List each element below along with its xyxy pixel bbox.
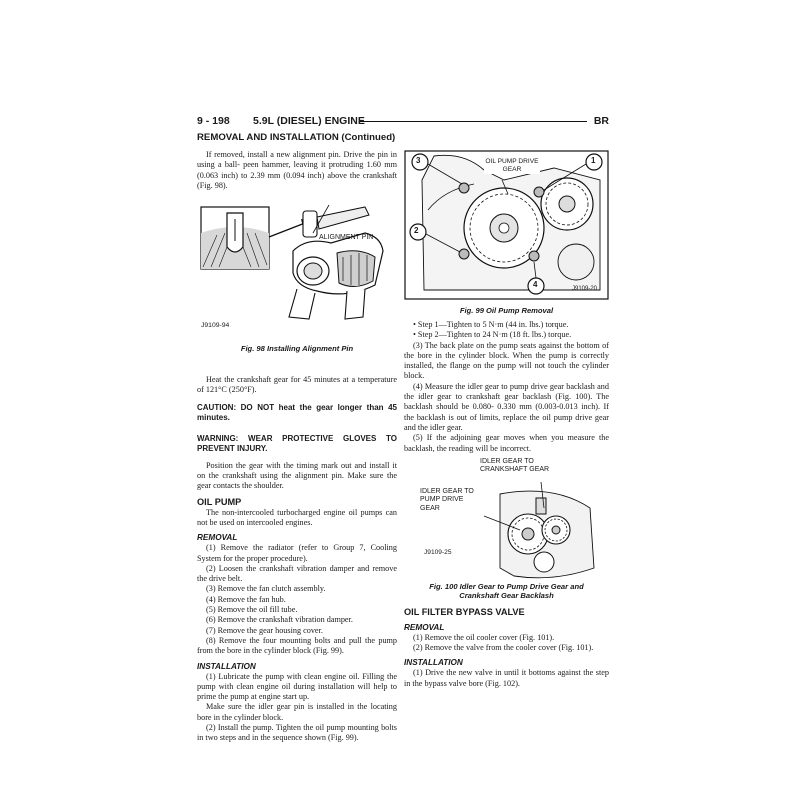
removal-step: (7) Remove the gear housing cover.: [206, 625, 323, 635]
removal-step: (5) Remove the oil fill tube.: [206, 605, 298, 615]
bypass-removal-step: (2) Remove the valve from the cooler cover (Fig. 101).: [413, 643, 594, 653]
bypass-installation-step: (1) Drive the new valve in until it bottoms against the step in the bypass valve bore (Fig. 102).: [404, 668, 609, 688]
oil-pump-heading: OIL PUMP: [197, 496, 242, 507]
fig98-label-text: [319, 233, 389, 243]
idler-gear: [541, 178, 593, 230]
header-rule: [360, 121, 587, 122]
fig99-label: OIL PUMP DRIVE GEAR: [485, 158, 539, 173]
fig100-caption: [404, 582, 609, 600]
callout-2: 2: [414, 226, 419, 235]
fig100-illustration: [404, 458, 609, 584]
fig100-label-top: IDLER GEAR TO CRANKSHAFT GEAR: [480, 457, 550, 474]
callout-4: 4: [533, 280, 538, 289]
removal-step: (1) Remove the radiator (refer to Group 7, Cooling System for the proper procedure).: [197, 543, 397, 563]
model-code: BR: [593, 115, 609, 127]
installation-step: (1) Lubricate the pump with clean engine oil. Filling the pump with clean engine oil during installation will help to prime the pump at engine start up.: [197, 671, 397, 702]
fig98-id-text: J9109-94: [201, 322, 230, 330]
para-5: (5) If the adjoining gear moves when you measure the backlash, the reading will be incorrect.: [404, 433, 609, 453]
bypass-removal-step: (1) Remove the oil cooler cover (Fig. 101).: [413, 632, 555, 642]
page-header: [197, 115, 609, 129]
section-title: REMOVAL AND INSTALLATION (Continued): [197, 132, 396, 143]
intro-paragraph: If removed, install a new alignment pin. Drive the pin in using a ball- peen hammer, leaving it protruding 1.60 mm (0.063 inch) to 2.39 mm (0.094 inch) above the crankshaft (Fig. 98).: [197, 150, 397, 190]
fig100-container: [404, 454, 609, 604]
installation-step: Make sure the idler gear pin is installed in the locating bore in the cylinder block.: [197, 702, 397, 722]
bypass-heading: OIL FILTER BYPASS VALVE: [404, 606, 525, 617]
para-4: (4) Measure the idler gear to pump drive gear backlash and the idler gear to crankshaft gear backlash (Fig. 100). The backlash should be 0.080- 0.330 mm (0.003-0.013 inch). If the backlash is out of limits, replace the oil pump drive gear and the idler gear.: [404, 381, 609, 432]
left-column: [197, 150, 397, 744]
page-number: 9 - 198: [197, 115, 230, 127]
right-column: [404, 320, 609, 689]
fig98-container: [197, 191, 397, 375]
torque-step: • Step 2—Tighten to 24 N·m (18 ft. lbs.) torque.: [413, 330, 572, 340]
fig98-caption: Fig. 98 Installing Alignment Pin: [240, 344, 354, 354]
removal-step: (6) Remove the crankshaft vibration damper.: [206, 615, 353, 625]
engine-title: 5.9L (DIESEL) ENGINE: [253, 115, 365, 127]
callout-3: 3: [416, 156, 421, 165]
fig100-label-left: IDLER GEAR TO PUMP DRIVE GEAR: [420, 487, 474, 512]
installation-step: (2) Install the pump. Tighten the oil pump mounting bolts in two steps and in the sequence shown (Fig. 99).: [197, 723, 397, 743]
callout-1: 1: [591, 156, 596, 165]
para-3: (3) The back plate on the pump seats against the bottom of the bore in the cylinder block. When the pump is correctly installed, the flange on the pump will not touch the cylinder block.: [404, 340, 609, 381]
removal-step: (2) Loosen the crankshaft vibration damper and remove the drive belt.: [197, 563, 397, 584]
fig100-caption-line2: Crankshaft Gear Backlash: [459, 590, 554, 600]
position-paragraph: Position the gear with the timing mark out and install it on the crankshaft using the alignment pin. Make sure the gear contacts the shoulder.: [197, 460, 397, 491]
removal-heading: REMOVAL: [197, 533, 238, 543]
installation-heading: INSTALLATION: [197, 661, 256, 671]
removal-step: (8) Remove the four mounting bolts and pull the pump from the bore in the cylinder block (Fig. 99).: [197, 635, 397, 656]
fig98-label: ALIGNMENT PIN: [319, 234, 374, 242]
warning-text: WARNING: WEAR PROTECTIVE GLOVES TO PREVENT INJURY.: [197, 433, 397, 453]
bypass-removal-heading: REMOVAL: [404, 622, 445, 632]
oil-pump-note: The non-intercooled turbocharged engine oil pumps can not be used on intercooled engines.: [197, 507, 397, 527]
fig100-caption-line1: Fig. 100 Idler Gear to Pump Drive Gear and: [429, 581, 584, 591]
removal-step: (4) Remove the fan hub.: [206, 594, 286, 604]
torque-step-2: Step 2—Tighten to 24 N·m (18 ft. lbs.) torque.: [417, 330, 572, 340]
fig100-id: J9109-25: [424, 548, 452, 556]
torque-step: • Step 1—Tighten to 5 N·m (44 in. lbs.) torque.: [413, 320, 569, 329]
removal-step: (3) Remove the fan clutch assembly.: [206, 584, 326, 594]
torque-step-1: Step 1—Tighten to 5 N·m (44 in. lbs.) torque.: [417, 320, 569, 329]
caution-text: CAUTION: DO NOT heat the gear longer than 45 minutes.: [197, 402, 397, 422]
fig99-container: [404, 150, 609, 300]
fig99-id: J9109-20: [572, 286, 598, 292]
fig99-caption: Fig. 99 Oil Pump Removal: [459, 306, 554, 315]
bypass-installation-heading: INSTALLATION: [404, 658, 463, 668]
heat-paragraph: Heat the crankshaft gear for 45 minutes at a temperature of 121°C (250°F).: [197, 375, 397, 395]
